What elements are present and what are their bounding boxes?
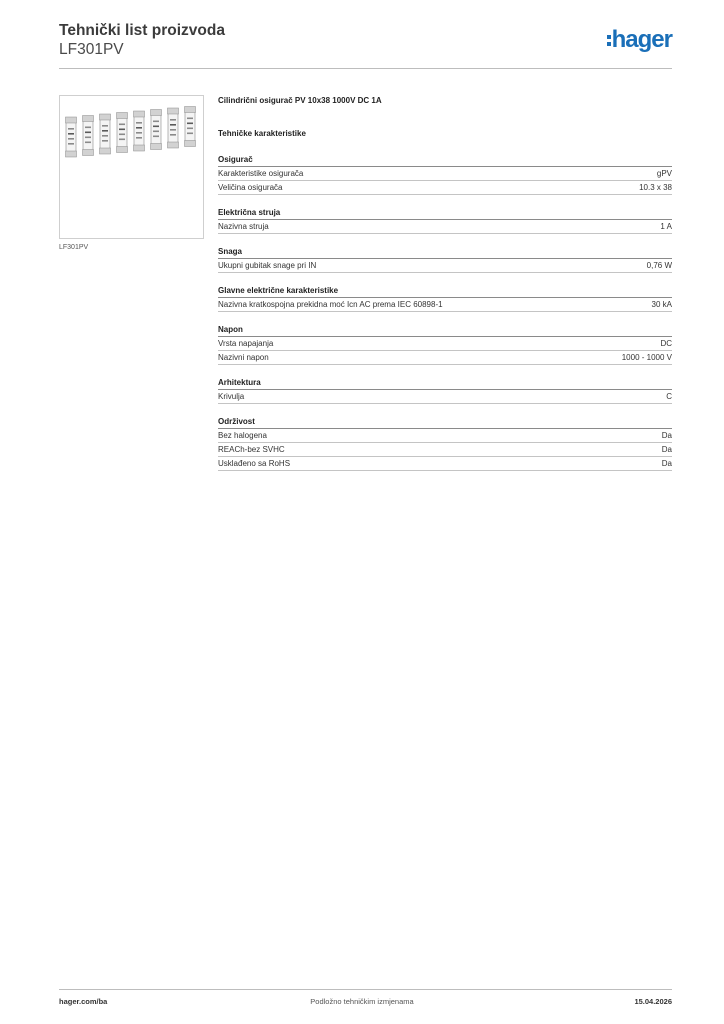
section-title: Osigurač: [218, 154, 672, 167]
spec-label: Nazivna struja: [218, 222, 269, 231]
spec-value: gPV: [656, 169, 672, 178]
logo-text: hager: [611, 26, 672, 53]
footer-note: Podložno tehničkim izmjenama: [310, 997, 414, 1006]
fuse-cartridge: [168, 108, 179, 148]
spec-row: [218, 390, 672, 404]
spec-row: [218, 457, 672, 471]
spec-label: Usklađeno sa RoHS: [218, 459, 291, 468]
spec-row: [218, 220, 672, 234]
product-title: Cilindrični osigurač PV 10x38 1000V DC 1A: [218, 96, 382, 105]
fuse-cartridge: [66, 117, 77, 157]
spec-value: 1 A: [660, 222, 672, 231]
spec-value: C: [666, 392, 672, 401]
fuse-cartridge: [134, 111, 145, 151]
footer-date: 15.04.2026: [634, 997, 672, 1006]
spec-value: Da: [661, 459, 672, 468]
spec-value: 0,76 W: [646, 261, 672, 270]
header-divider: [59, 68, 672, 69]
product-code: LF301PV: [59, 41, 124, 58]
spec-section: [218, 377, 672, 404]
fuse-cartridge: [83, 116, 94, 156]
spec-row: [218, 259, 672, 273]
spec-label: REACh-bez SVHC: [218, 445, 285, 454]
spec-section: [218, 207, 672, 234]
spec-label: Ukupni gubitak snage pri IN: [218, 261, 317, 270]
spec-row: [218, 167, 672, 181]
fuse-image: [60, 96, 203, 238]
spec-section: [218, 416, 672, 471]
hager-logo: [607, 28, 672, 52]
spec-section: [218, 246, 672, 273]
spec-value: Da: [661, 445, 672, 454]
photo-caption: LF301PV: [59, 244, 89, 251]
spec-label: Karakteristike osigurača: [218, 169, 304, 178]
spec-label: Krivulja: [218, 392, 245, 401]
logo-dots-icon: [607, 35, 611, 46]
section-title: Napon: [218, 324, 672, 337]
page-title: Tehnički list proizvoda: [59, 22, 225, 39]
spec-value: DC: [660, 339, 672, 348]
spec-label: Nazivna kratkospojna prekidna moć Icn AC prema IEC 60898-1: [218, 300, 443, 309]
section-title: Snaga: [218, 246, 672, 259]
footer-website[interactable]: hager.com/ba: [59, 997, 108, 1006]
spec-label: Bez halogena: [218, 431, 267, 440]
spec-content: [218, 96, 672, 483]
spec-row: [218, 351, 672, 365]
section-title: Električna struja: [218, 207, 672, 220]
spec-row: [218, 429, 672, 443]
footer-divider: [59, 989, 672, 990]
fuse-cartridge: [185, 107, 196, 147]
spec-section: [218, 324, 672, 365]
spec-sections: [218, 154, 672, 471]
spec-value: 1000 - 1000 V: [621, 353, 672, 362]
spec-row: [218, 337, 672, 351]
fuse-cartridge: [100, 114, 111, 154]
page-header: [59, 22, 225, 60]
section-title: Glavne električne karakteristike: [218, 285, 672, 298]
spec-value: Da: [661, 431, 672, 440]
spec-label: Nazivni napon: [218, 353, 269, 362]
fuse-cartridge: [151, 110, 162, 150]
spec-section: [218, 285, 672, 312]
spec-label: Veličina osigurača: [218, 183, 283, 192]
spec-value: 10.3 x 38: [639, 183, 672, 192]
product-photo: [59, 95, 204, 239]
section-title: Održivost: [218, 416, 672, 429]
section-title: Arhitektura: [218, 377, 672, 390]
spec-value: 30 kA: [651, 300, 672, 309]
spec-row: [218, 298, 672, 312]
spec-row: [218, 181, 672, 195]
spec-label: Vrsta napajanja: [218, 339, 274, 348]
fuse-cartridge: [117, 113, 128, 153]
tech-heading: Tehničke karakteristike: [218, 129, 306, 138]
spec-row: [218, 443, 672, 457]
spec-section: [218, 154, 672, 195]
